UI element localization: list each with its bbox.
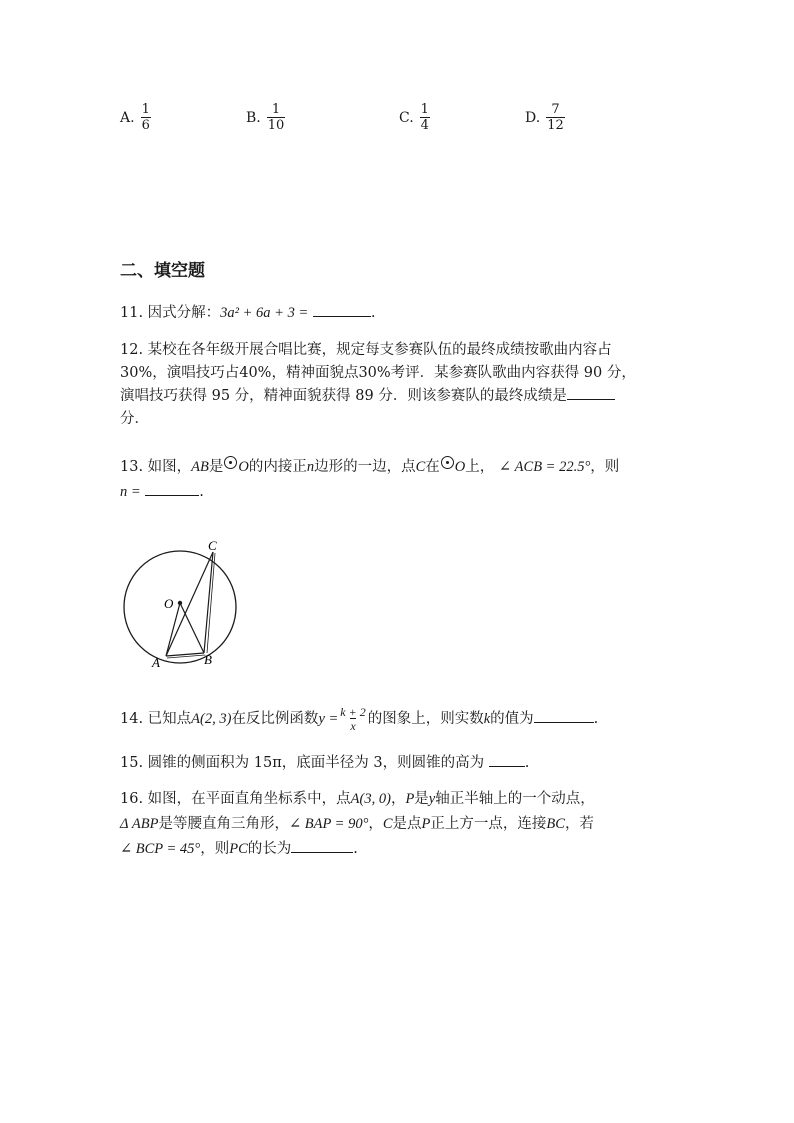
q16-pc: PC [229,841,248,857]
figure-circle [124,551,236,663]
q14-part4: 的值为 [490,711,534,727]
choice-b-letter: B. [246,109,261,126]
choice-c [399,103,430,132]
q14-part3: 的图象上，则实数 [367,711,484,727]
q16-angle1: ∠ BAP = 90° [288,816,369,832]
q13-part7: ，则 [590,459,620,475]
q16-line2-e: 正上方一点，连接 [430,816,547,832]
q16-line1-a: 16. 如图，在平面直角坐标系中，点 [120,791,351,807]
q14-frac-den: x [350,719,356,733]
q13-ab: AB [191,459,209,475]
q14-fraction [340,706,365,732]
choice-a-denominator: 6 [141,118,150,133]
question-16 [120,787,710,862]
q16-answer-blank[interactable] [291,838,353,853]
question-14 [120,703,700,735]
q13-circle-figure [118,536,248,671]
question-15 [120,752,700,775]
q15-text: 15. 圆锥的侧面积为 15π，底面半径为 3，则圆锥的高为 [120,755,485,771]
choice-c-denominator: 4 [420,118,429,133]
label-b: B [204,652,212,667]
q16-p: P [405,791,415,807]
q14-point: A(2, 3) [191,711,232,727]
q13-angle: ∠ ACB = 22.5° [498,459,591,475]
q14-y-eq: y = [318,711,339,727]
q13-n: n [306,459,315,475]
q11-text: 因式分解： [147,305,221,321]
q14-end: . [593,711,599,727]
choice-a-fraction [141,103,151,132]
q16-end: . [353,841,358,857]
q12-answer-blank[interactable] [567,385,615,400]
q13-n-eq: n = [120,484,141,500]
q16-line1-b: ， [390,791,406,807]
choice-b [246,103,285,132]
segment-ob [180,603,204,653]
question-12 [120,339,690,431]
label-o: O [164,596,174,611]
q16-line2-b: 是等腰直角三角形， [158,816,289,832]
q16-triangle: Δ ABP [120,816,159,832]
q16-angle2: ∠ BCP = 45° [120,841,201,857]
choice-b-numerator: 1 [271,102,281,117]
q14-part1: 14. 已知点 [120,711,192,727]
question-13 [120,456,700,504]
q12-line3: 演唱技巧获得 95 分，精神面貌获得 89 分．则该参赛队的最终成绩是 [120,388,567,404]
q12-line2: 30%，演唱技巧占40%，精神面貌点30%考评．某参赛队歌曲内容获得 90 分， [120,365,636,381]
q12-line4: 分． [120,411,149,427]
q11-expression: 3a² + 6a + 3 = [220,305,309,321]
q16-line1-d: 轴正半轴上的一个动点， [435,791,595,807]
q11-end: . [370,305,376,321]
choice-a-letter: A. [120,109,135,126]
q13-part4: 边形的一边，点 [314,459,416,475]
section-title: 二、填空题 [120,261,205,281]
q16-y: y [428,791,436,807]
choice-c-numerator: 1 [420,102,429,117]
center-point-o [178,601,182,605]
q14-frac-num: k + 2 [340,705,366,719]
q16-p2: P [421,816,431,832]
circle-dot-icon [441,456,454,469]
q13-end: . [199,484,204,500]
q11-answer-blank[interactable] [313,302,371,317]
choice-d-numerator: 7 [551,102,560,117]
q13-answer-blank[interactable] [145,481,199,496]
q13-o2: O [454,459,466,475]
choice-a [120,103,151,132]
q16-line2-c: ， [368,816,383,832]
question-11 [120,302,680,325]
q16-c: C [382,816,393,832]
q15-answer-blank[interactable] [489,752,525,767]
q14-part2: 在反比例函数 [231,711,319,727]
q11-number: 11. [120,305,144,321]
q16-bc: BC [546,816,565,832]
q16-line1-c: 是 [414,791,429,807]
q16-line2-d: 是点 [392,816,422,832]
choice-c-letter: C. [399,109,414,126]
q13-part5: 在 [425,459,440,475]
q16-point: A(3, 0) [350,791,391,807]
choice-b-fraction [267,103,286,132]
q14-k: k [483,711,491,727]
label-a: A [152,655,160,670]
q16-line2-f: ，若 [564,816,594,832]
q15-end: . [524,755,530,771]
label-c: C [208,538,217,553]
q13-part2: 是 [208,459,224,475]
q14-answer-blank[interactable] [534,708,594,723]
choice-d-denominator: 12 [547,118,564,133]
circle-dot-icon [224,456,237,469]
q13-part1: 13. 如图， [120,459,192,475]
q16-line3-b: 的长为 [247,841,292,857]
q13-part3: 的内接正 [248,459,307,475]
choice-c-fraction [420,103,430,132]
choice-d-letter: D. [525,109,541,126]
choice-b-denominator: 10 [267,118,285,133]
q12-line1: 12. 某校在各年级开展合唱比赛，规定每支参赛队伍的最终成绩按歌曲内容占 [120,342,612,358]
choice-d-fraction [546,103,565,132]
q13-c: C [415,459,426,475]
choice-d [525,103,565,132]
q13-o1: O [238,459,249,475]
q13-part6: 上， [465,459,495,475]
choice-a-numerator: 1 [141,102,150,117]
q16-line3-a: ，则 [200,841,230,857]
